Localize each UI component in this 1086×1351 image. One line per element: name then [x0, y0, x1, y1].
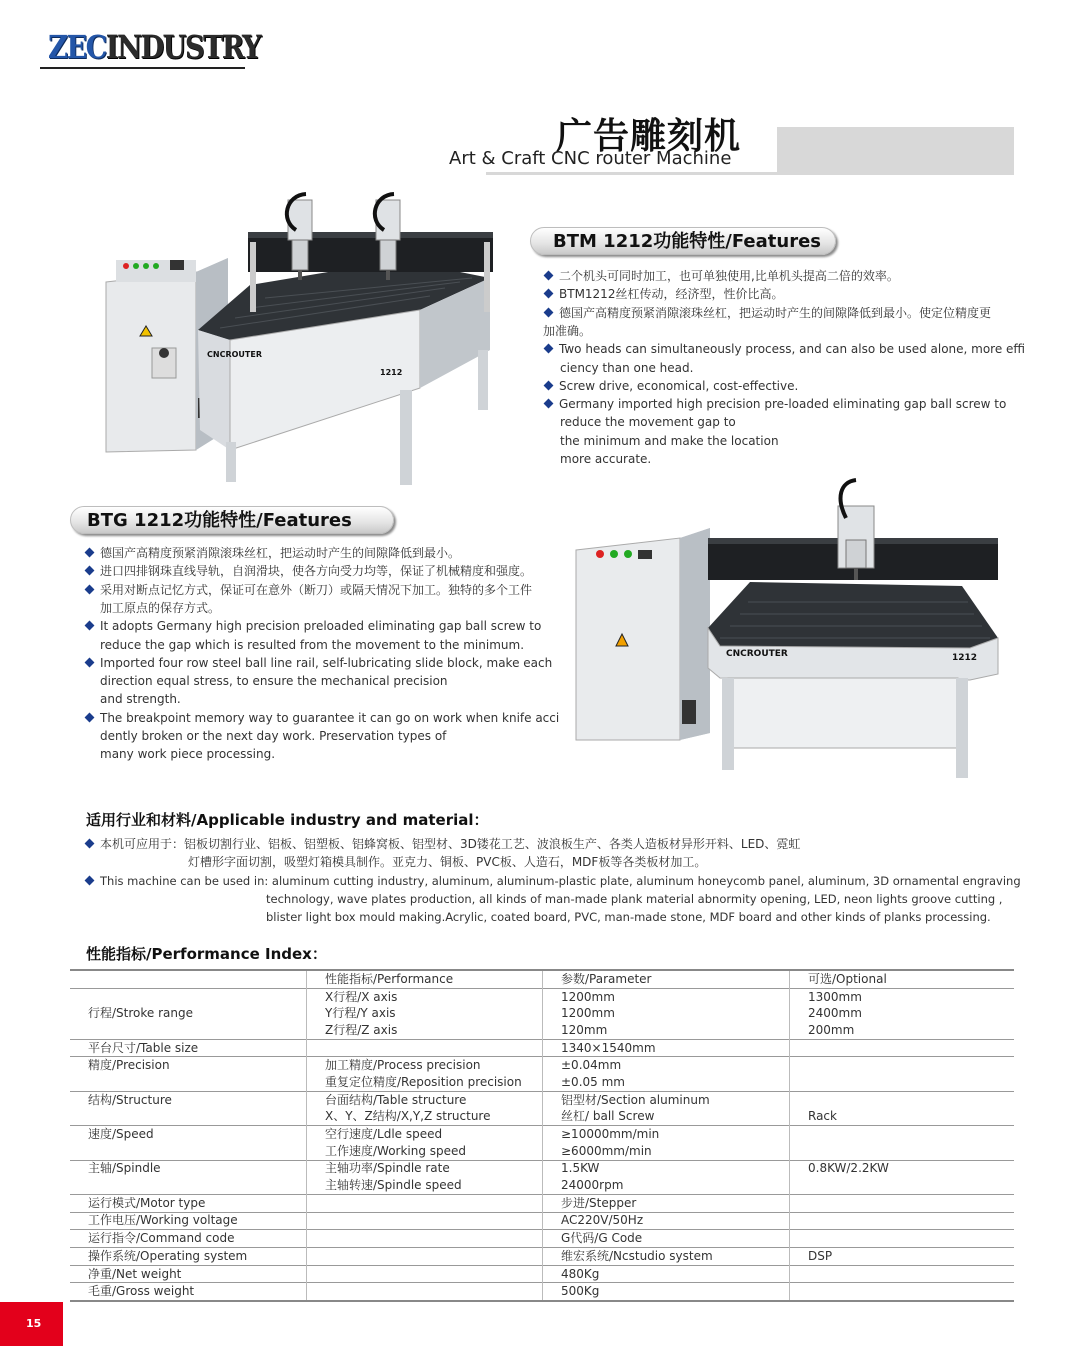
table-cell: [790, 1143, 1015, 1160]
btm-feature-text: 德国产高精度预紧消隙滚珠丝杠，把运动时产生的间隙降低到最小。使定位精度更: [559, 305, 992, 320]
table-cell: [790, 1230, 1015, 1248]
table-cell: 运行指令/Command code: [70, 1230, 307, 1248]
btg-feature-text: many work piece processing.: [100, 747, 276, 762]
btg-feature-text: 进口四排钢珠直线导轨，自润滑块，使各方向受力均等，保证了机械精度和强度。: [100, 564, 533, 579]
btg-machine-photo: [570, 478, 1002, 783]
bullet-diamond-icon: [544, 344, 554, 354]
table-row: [70, 1248, 1014, 1266]
table-cell: 2400mm: [808, 1006, 862, 1021]
table-cell: 工作电压/Working voltage: [70, 1212, 307, 1230]
btg-feature-text: The breakpoint memory way to guarantee it can go on work when knife acci: [100, 710, 560, 725]
table-cell: 丝杠/ ball Screw: [543, 1109, 790, 1126]
table-row: [70, 1143, 1014, 1160]
table-cell: ≥6000mm/min: [543, 1143, 790, 1160]
industry-cn-line-1: 铝板切割行业、铝板、铝塑板、铝蜂窝板、铝型材、3D镂花工艺、波浪板生产、各类人造板材异形开料、LED、霓虹: [184, 837, 801, 851]
btg-feature-text: 采用对断点记忆方式，保证可在意外（断刀）或隔天情况下加工。独特的多个工件: [100, 582, 533, 597]
btg-feature-line: [100, 690, 181, 708]
btg-feature-line: [100, 727, 446, 745]
table-cell: [307, 1212, 543, 1230]
table-cell: [790, 1057, 1015, 1074]
btg-feature-line: [86, 654, 552, 672]
btm-feature-line: [545, 267, 899, 285]
table-cell: DSP: [790, 1248, 1015, 1266]
table-cell: 主轴/Spindle: [70, 1160, 307, 1177]
btm-feature-line: [545, 304, 991, 322]
btg-feature-text: It adopts Germany high precision preloaded eliminating gap ball screw to: [100, 619, 542, 634]
table-cell: 毛重/Gross weight: [70, 1283, 307, 1301]
bullet-diamond-icon: [85, 566, 95, 576]
btg-feature-line: [86, 709, 559, 727]
table-cell: [70, 1109, 307, 1126]
table-cell: 重复定位精度/Reposition precision: [307, 1074, 543, 1091]
industry-cn-line-2: 灯槽形字面切割，吸塑灯箱模具制作。亚克力、铜板、PVC板、人造石，MDF板等各类板材加工。: [188, 855, 707, 869]
btg-feature-text: 德国产高精度预紧消隙滚珠丝杠，把运动时产生的间隙降低到最小。: [100, 546, 461, 560]
btm-feature-text: reduce the movement gap to: [560, 415, 736, 430]
table-row: [70, 1177, 1014, 1194]
table-cell: ±0.04mm: [543, 1057, 790, 1074]
table-cell: 平台尺寸/Table size: [70, 1039, 307, 1057]
btm-feature-line: [545, 340, 1025, 358]
table-row: [70, 1109, 1014, 1126]
bullet-diamond-icon: [544, 289, 554, 299]
btm-feature-text: Screw drive, economical, cost-effective.: [559, 378, 799, 393]
table-cell: Rack: [808, 1109, 837, 1124]
table-cell: ≥10000mm/min: [543, 1126, 790, 1143]
table-cell: 步进/Stepper: [543, 1194, 790, 1212]
btg-feature-text: reduce the gap which is resulted from the movement to the minimum.: [100, 637, 525, 652]
btm-feature-text: BTM1212丝杠传动，经济型，性价比高。: [559, 287, 784, 302]
table-cell: 1340×1540mm: [543, 1039, 790, 1057]
table-cell: [70, 1177, 307, 1194]
bullet-diamond-icon: [544, 271, 554, 281]
table-header-cell: [70, 970, 307, 988]
table-cell: [70, 1143, 307, 1160]
btm-feature-line: [545, 395, 1006, 413]
btm-feature-text: Two heads can simultaneously process, and can also be used alone, more effi: [559, 342, 1026, 357]
table-row: [70, 1230, 1014, 1248]
industry-en-lead: This machine can be used in:: [100, 874, 269, 888]
btm-feature-line: [560, 359, 693, 377]
bullet-diamond-icon: [544, 307, 554, 317]
btm-feature-line: [545, 285, 783, 303]
table-header-cell: 性能指标/Performance: [307, 970, 543, 988]
table-cell: 500Kg: [543, 1283, 790, 1301]
table-cell: [70, 1074, 307, 1091]
btg-feature-line: [100, 599, 220, 617]
performance-table: [70, 969, 1014, 1302]
table-cell: 1300mm: [790, 988, 1015, 1005]
page-number: 15: [0, 1302, 63, 1346]
table-row: [70, 1283, 1014, 1301]
title-gray-bar: [777, 127, 1014, 175]
logo-part-zec: ZEC: [48, 28, 106, 66]
bullet-diamond-icon: [85, 839, 95, 849]
table-row: [70, 1039, 1014, 1057]
table-cell: 200mm: [808, 1022, 855, 1037]
table-header-cell: 可选/Optional: [790, 970, 1015, 988]
table-cell: [790, 1177, 1015, 1194]
table-cell: X、Y、Z结构/X,Y,Z structure: [307, 1109, 543, 1126]
bullet-diamond-icon: [85, 584, 95, 594]
table-cell: [790, 1265, 1015, 1283]
table-cell: Z行程/Z axis: [307, 1022, 543, 1039]
table-row: [70, 1126, 1014, 1143]
table-cell: [790, 1212, 1015, 1230]
table-row: [70, 1265, 1014, 1283]
table-row: [70, 1005, 1014, 1022]
bullet-diamond-icon: [85, 712, 95, 722]
btm-feature-text: more accurate.: [560, 452, 652, 466]
btm-feature-line: [560, 432, 779, 450]
performance-heading: 性能指标/Performance Index：: [86, 945, 327, 963]
table-cell: [307, 1248, 543, 1266]
table-row: [70, 1022, 1014, 1039]
table-cell: 1.5KW: [543, 1160, 790, 1177]
table-cell: 运行模式/Motor type: [70, 1194, 307, 1212]
table-row: [70, 1091, 1014, 1108]
table-cell: 加工精度/Process precision: [307, 1057, 543, 1074]
table-cell: [790, 1039, 1015, 1057]
btg-feature-line: [86, 581, 532, 599]
table-cell: [790, 1126, 1015, 1143]
btg-feature-line: [86, 562, 532, 580]
table-cell: AC220V/50Hz: [543, 1212, 790, 1230]
btg-model-label: 1212: [952, 653, 978, 663]
industry-cn-lead: 本机可应用于：: [100, 837, 185, 851]
btg-features-heading: BTG 1212功能特性/Features: [70, 506, 394, 534]
table-cell: 24000rpm: [543, 1177, 790, 1194]
table-cell: 0.8KW/2.2KW: [790, 1160, 1015, 1177]
table-cell: 精度/Precision: [70, 1057, 307, 1074]
btg-feature-line: [100, 672, 448, 690]
table-cell: 空行速度/Ldle speed: [307, 1126, 543, 1143]
btg-feature-text: direction equal stress, to ensure the mechanical precision: [100, 674, 448, 689]
industry-en-line-1: aluminum cutting industry, aluminum, aluminum-plastic plate, aluminum honeycomb panel, aluminum, 3D ornamental engraving: [271, 874, 1021, 888]
table-cell: [307, 1265, 543, 1283]
page-title-cn: 广告雕刻机: [556, 116, 742, 157]
industry-en-line-3: blister light box mould making.Acrylic, coated board, PVC, man-made stone, MDF board and other kinds of planks processing.: [266, 910, 991, 924]
btg-feature-text: Imported four row steel ball line rail, self-lubricating slide block, make each: [100, 655, 553, 670]
table-header-row: [70, 970, 1014, 988]
btm-feature-text: Germany imported high precision pre-loaded eliminating gap ball screw to: [559, 397, 1007, 412]
btg-feature-text: dently broken or the next day work. Preservation types of: [100, 729, 447, 743]
btm-feature-line: [545, 377, 798, 395]
table-cell: 工作速度/Working speed: [307, 1143, 543, 1160]
btg-feature-line: [100, 636, 524, 654]
btm-feature-text: 二个机头可同时加工，也可单独使用,比单机头提高二倍的效率。: [559, 269, 899, 283]
title-underline: [486, 172, 1014, 175]
bullet-diamond-icon: [85, 657, 95, 667]
btm-machine-photo: [100, 190, 500, 495]
bullet-diamond-icon: [544, 399, 554, 409]
table-cell: [307, 1194, 543, 1212]
industry-en-line-2: technology, wave plates production, all kinds of man-made plank material abnormity opening, LED, neon lights groove cutting ,: [266, 892, 1003, 906]
table-cell: 台面结构/Table structure: [307, 1091, 543, 1108]
btm-feature-text: 加准确。: [543, 323, 592, 338]
table-cell: 主轴功率/Spindle rate: [307, 1160, 543, 1177]
btg-feature-line: [86, 544, 460, 562]
table-row: [70, 988, 1014, 1005]
bullet-diamond-icon: [85, 876, 95, 886]
logo-part-industry: INDUSTRY: [105, 28, 260, 66]
industry-heading: 适用行业和材料/Applicable industry and material：: [86, 811, 489, 829]
table-cell: [70, 988, 307, 1005]
table-header-cell: 参数/Parameter: [543, 970, 790, 988]
table-cell: [790, 1194, 1015, 1212]
table-cell: 铝型材/Section aluminum: [543, 1091, 790, 1108]
bullet-diamond-icon: [85, 548, 95, 558]
table-row: [70, 1074, 1014, 1091]
table-cell: [790, 1091, 1015, 1108]
table-cell: 操作系统/Operating system: [70, 1248, 307, 1266]
btm-feature-line: [560, 413, 736, 431]
table-cell: [70, 1022, 307, 1039]
bullet-diamond-icon: [85, 621, 95, 631]
logo-underline: [40, 67, 245, 69]
table-cell: X行程/X axis: [307, 988, 543, 1005]
table-cell: 主轴转速/Spindle speed: [307, 1177, 543, 1194]
table-cell: [307, 1283, 543, 1301]
btg-feature-text: and strength.: [100, 692, 181, 707]
table-cell: 速度/Speed: [70, 1126, 307, 1143]
table-cell: 480Kg: [543, 1265, 790, 1283]
bullet-diamond-icon: [544, 380, 554, 390]
btm-feature-text: the minimum and make the location: [560, 433, 779, 448]
table-cell: Y行程/Y axis: [307, 1005, 543, 1022]
table-cell: 1200mm: [543, 988, 790, 1005]
industry-cn-item: [86, 835, 800, 853]
table-cell: 行程/Stroke range: [70, 1005, 307, 1022]
table-cell: ±0.05 mm: [543, 1074, 790, 1091]
table-cell: [307, 1039, 543, 1057]
btg-feature-line: [100, 745, 275, 763]
btm-features-heading: BTM 1212功能特性/Features: [530, 227, 836, 255]
table-row: [70, 1057, 1014, 1074]
company-logo: [48, 28, 260, 66]
btm-feature-line: [543, 322, 591, 340]
btm-feature-text: ciency than one head.: [560, 360, 694, 375]
industry-en-item: [86, 872, 1021, 890]
table-cell: 1200mm: [543, 1005, 790, 1022]
btg-feature-line: [86, 617, 541, 635]
btg-feature-text: 加工原点的保存方式。: [100, 600, 221, 615]
btg-brand-label: CNCROUTER: [726, 649, 788, 659]
table-cell: [790, 1283, 1015, 1301]
table-cell: 净重/Net weight: [70, 1265, 307, 1283]
table-cell: [790, 1074, 1015, 1091]
btm-feature-line: [560, 450, 651, 468]
page-title-en: Art & Craft CNC router Machine: [449, 148, 732, 169]
table-cell: 维宏系统/Ncstudio system: [543, 1248, 790, 1266]
btm-brand-label: CNCROUTER: [207, 350, 262, 359]
table-cell: 120mm: [543, 1022, 790, 1039]
table-row: [70, 1212, 1014, 1230]
table-cell: 结构/Structure: [70, 1091, 307, 1108]
table-row: [70, 1194, 1014, 1212]
btm-model-label: 1212: [380, 368, 403, 377]
table-row: [70, 1160, 1014, 1177]
table-cell: [307, 1230, 543, 1248]
table-cell: G代码/G Code: [543, 1230, 790, 1248]
